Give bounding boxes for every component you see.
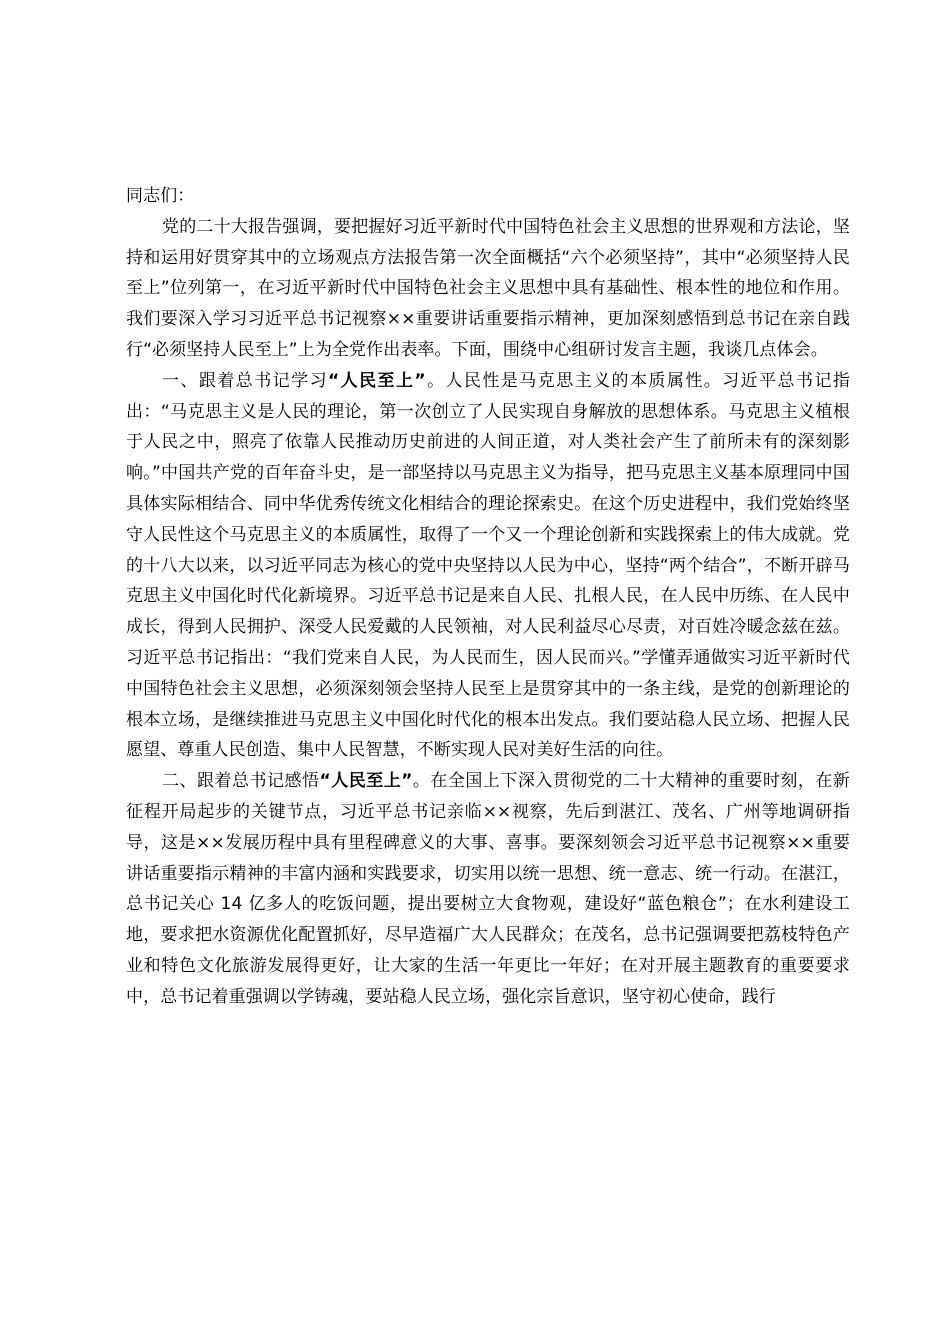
section-one-paragraph: [126, 366, 850, 766]
section-two-paragraph: [126, 766, 850, 1012]
section-one-heading-text: 一、跟着总书记学习: [162, 370, 329, 391]
intro-paragraph: [126, 212, 850, 366]
section-one-heading-quote: “人民至上”: [328, 370, 426, 391]
section-two-heading: [162, 771, 430, 791]
section-one-heading: [162, 371, 446, 391]
section-two-heading-tail: 。: [412, 771, 431, 792]
section-two-heading-text: 二、跟着总书记感悟: [162, 771, 320, 792]
intro-paragraph-text: 党的二十大报告强调，要把握好习近平新时代中国特色社会主义思想的世界观和方法论，坚持和运用好贯穿其中的立场观点方法报告第一次全面概括“六个必须坚持”，其中“必须坚持人民至上”位列第一，在习近平新时代中国特色社会主义思想中具有基础性、根本性的地位和作用。我们要深入学习习近平总书记视察××重要讲话重要指示精神，更加深刻感悟到总书记在亲自践行“必须坚持人民至上”上为全党作出表率。下面，围绕中心组研讨发言主题，我谈几点体会。: [126, 216, 850, 360]
section-two-body: 在全国上下深入贯彻党的二十大精神的重要时刻，在新征程开局起步的关键节点，习近平总书记亲临××视察，先后到湛江、茂名、广州等地调研指导，这是××发展历程中具有里程碑意义的大事、喜事。要深刻领会习近平总书记视察××重要讲话重要指示精神的丰富内涵和实践要求，切实用以统一思想、统一意志、统一行动。在湛江，总书记关心 14 亿多人的吃饭问题，提出要树立大食物观，建设好“蓝色粮仓”；在水利建设工地，要求把水资源优化配置抓好，尽早造福广大人民群众；在茂名，总书记强调要把荔枝特色产业和特色文化旅游发展得更好，让大家的生活一年更比一年好；在对开展主题教育的重要要求中，总书记着重强调以学铸魂，要站稳人民立场，强化宗旨意识，坚守初心使命，践行: [126, 771, 850, 1007]
salutation: 同志们：: [126, 186, 195, 206]
section-two-heading-quote: “人民至上”: [319, 771, 413, 792]
document-page: [126, 181, 850, 1013]
section-one-body: 人民性是马克思主义的本质属性。习近平总书记指出：“马克思主义是人民的理论，第一次创立了人民实现自身解放的思想体系。马克思主义植根于人民之中，照亮了依靠人民推动历史前进的人间正道，对人类社会产生了前所未有的深刻影响。”中国共产党的百年奋斗史，是一部坚持以马克思主义为指导，把马克思主义基本原理同中国具体实际相结合、同中华优秀传统文化相结合的理论探索史。在这个历史进程中，我们党始终坚守人民性这个马克思主义的本质属性，取得了一个又一个理论创新和实践探索上的伟大成就。党的十八大以来，以习近平同志为核心的党中央坚持以人民为中心，坚持“两个结合”，不断开辟马克思主义中国化时代化新境界。习近平总书记是来自人民、扎根人民，在人民中历练、在人民中成长，得到人民拥护、深受人民爱戴的人民领袖，对人民利益尽心尽责，对百姓冷暖念兹在兹。习近平总书记指出：“我们党来自人民，为人民而生，因人民而兴。”学懂弄通做实习近平新时代中国特色社会主义思想，必须深刻领会坚持人民至上是贯穿其中的一条主线，是党的创新理论的根本立场，是继续推进马克思主义中国化时代化的根本出发点。我们要站稳人民立场、把握人民愿望、尊重人民创造、集中人民智慧，不断实现人民对美好生活的向往。: [126, 370, 850, 761]
section-one-heading-tail: 。: [425, 370, 446, 391]
